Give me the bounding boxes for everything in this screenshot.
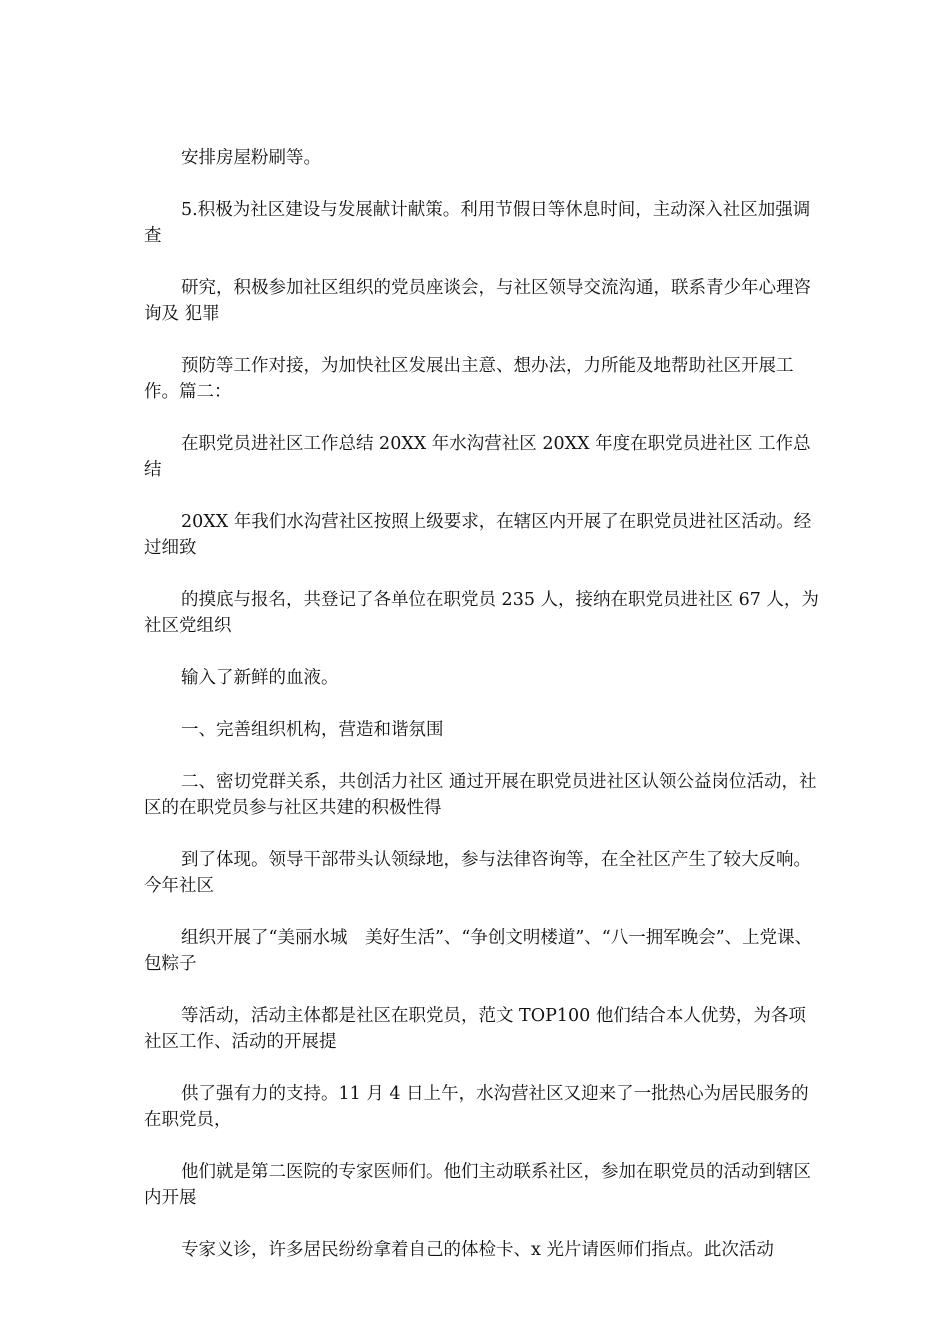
paragraph: 输入了新鲜的血液。 xyxy=(181,668,339,688)
paragraph: 研究，积极参加社区组织的党员座谈会，与社区领导交流沟通，联系青少年心理咨询及 犯罪 xyxy=(144,278,811,324)
paragraph: 二、密切党群关系，共创活力社区 通过开展在职党员进社区认领公益岗位活动，社区的在职党员参与社区共建的积极性得 xyxy=(144,772,817,818)
paragraph: 供了强有力的支持。11 月 4 日上午，水沟营社区又迎来了一批热心为居民服务的在职党员， xyxy=(144,1084,809,1130)
section-heading: 一、完善组织机构，营造和谐氛围 xyxy=(181,720,444,740)
paragraph: 专家义诊，许多居民纷纷拿着自己的体检卡、x 光片请医师们指点。此次活动 xyxy=(181,1240,774,1260)
paragraph: 安排房屋粉刷等。 xyxy=(181,148,321,168)
paragraph: 5.积极为社区建设与发展献计献策。利用节假日等休息时间，主动深入社区加强调查 xyxy=(144,200,811,246)
paragraph: 预防等工作对接，为加快社区发展出主意、想办法，力所能及地帮助社区开展工作。篇二： xyxy=(144,356,794,402)
paragraph: 20XX 年我们水沟营社区按照上级要求，在辖区内开展了在职党员进社区活动。经过细致 xyxy=(144,512,812,558)
paragraph: 他们就是第二医院的专家医师们。他们主动联系社区，参加在职党员的活动到辖区内开展 xyxy=(144,1162,811,1208)
paragraph: 在职党员进社区工作总结 20XX 年水沟营社区 20XX 年度在职党员进社区 工作总结 xyxy=(144,434,811,480)
document-body xyxy=(144,145,820,1289)
paragraph: 到了体现。领导干部带头认领绿地，参与法律咨询等，在全社区产生了较大反响。今年社区 xyxy=(144,850,811,896)
paragraph: 组织开展了“美丽水城 美好生活”、“争创文明楼道”、“八一拥军晚会”、上党课、包粽子 xyxy=(144,928,813,974)
paragraph: 的摸底与报名，共登记了各单位在职党员 235 人，接纳在职党员进社区 67 人，为社区党组织 xyxy=(144,590,819,636)
paragraph: 等活动，活动主体都是社区在职党员，范文 TOP100 他们结合本人优势，为各项社区工作、活动的开展提 xyxy=(144,1006,806,1052)
